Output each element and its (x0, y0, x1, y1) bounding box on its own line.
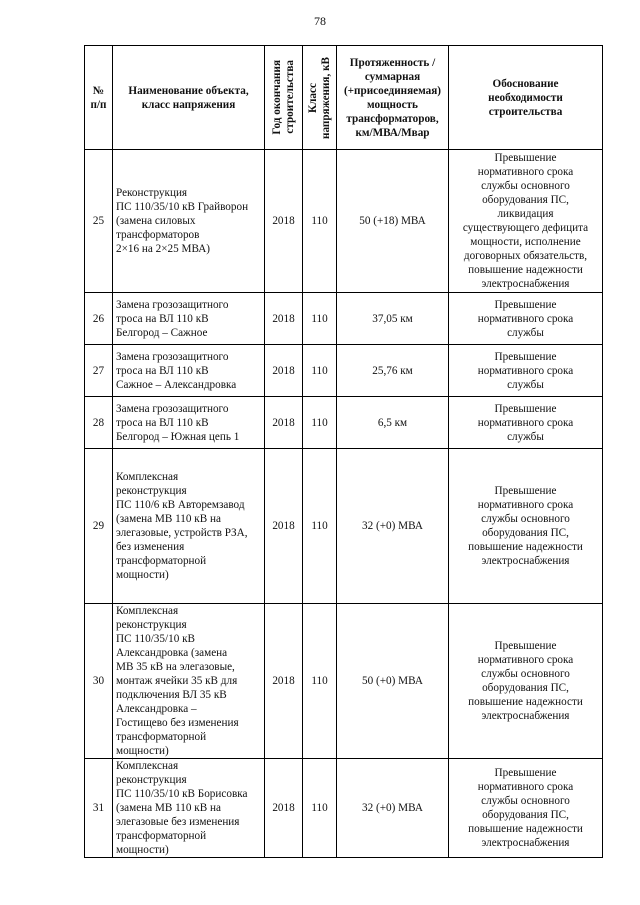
justification-cell: Превышение нормативного срока службы (449, 345, 603, 397)
row-number: 31 (85, 759, 113, 858)
voltage-class-cell: 110 (303, 604, 337, 759)
header-length-capacity: Протяженность / суммарная (+присоединяемая) мощность трансформаторов, км/МВА/Мвар (337, 46, 449, 150)
justification-cell: Превышение нормативного срока службы (449, 293, 603, 345)
object-name-cell: Комплексная реконструкция ПС 110/6 кВ Авторемзавод (замена МВ 110 кВ на элегазовые, устройств РЗА, без изменения трансформаторной мощности) (113, 449, 265, 604)
completion-year-cell: 2018 (265, 449, 303, 604)
object-name-cell: Замена грозозащитного троса на ВЛ 110 кВ Сажное – Александровка (113, 345, 265, 397)
completion-year-cell: 2018 (265, 397, 303, 449)
row-number: 26 (85, 293, 113, 345)
object-name-cell: Замена грозозащитного троса на ВЛ 110 кВ Белгород – Сажное (113, 293, 265, 345)
table-row (85, 345, 603, 397)
justification-cell: Превышение нормативного срока службы основного оборудования ПС, повышение надежности электроснабжения (449, 759, 603, 858)
justification-cell: Превышение нормативного срока службы (449, 397, 603, 449)
row-number: 30 (85, 604, 113, 759)
length-capacity-cell: 50 (+0) МВА (337, 604, 449, 759)
length-capacity-cell: 32 (+0) МВА (337, 449, 449, 604)
completion-year-cell: 2018 (265, 150, 303, 293)
table-row (85, 449, 603, 604)
justification-cell: Превышение нормативного срока службы основного оборудования ПС, повышение надежности электроснабжения (449, 604, 603, 759)
table-row (85, 397, 603, 449)
completion-year-cell: 2018 (265, 604, 303, 759)
justification-cell: Превышение нормативного срока службы основного оборудования ПС, ликвидация существующего дефицита мощности, исполнение договорных обязательств, повышение надежности электроснабжения (449, 150, 603, 293)
voltage-class-cell: 110 (303, 345, 337, 397)
object-name-cell: Комплексная реконструкция ПС 110/35/10 кВ Александровка (замена МВ 35 кВ на элегазовые, монтаж ячейки 35 кВ для подключения ВЛ 35 кВ Александровка – Гостищево без изменения трансформаторной мощности) (113, 604, 265, 759)
projects-table (84, 45, 603, 858)
page-number: 78 (314, 14, 326, 28)
header-object-name: Наименование объекта, класс напряжения (113, 46, 265, 150)
voltage-class-cell: 110 (303, 150, 337, 293)
header-justification: Обоснование необходимости строительства (449, 46, 603, 150)
row-number: 25 (85, 150, 113, 293)
length-capacity-cell: 6,5 км (337, 397, 449, 449)
header-completion-year: Год окончания строительства (265, 46, 303, 150)
header-voltage-class: Класс напряжения, кВ (303, 46, 337, 150)
length-capacity-cell: 25,76 км (337, 345, 449, 397)
table-header-row (85, 46, 603, 150)
voltage-class-cell: 110 (303, 449, 337, 604)
completion-year-cell: 2018 (265, 759, 303, 858)
completion-year-cell: 2018 (265, 345, 303, 397)
row-number: 28 (85, 397, 113, 449)
table-row (85, 293, 603, 345)
row-number: 29 (85, 449, 113, 604)
table-row (85, 759, 603, 858)
justification-cell: Превышение нормативного срока службы основного оборудования ПС, повышение надежности электроснабжения (449, 449, 603, 604)
length-capacity-cell: 50 (+18) МВА (337, 150, 449, 293)
header-number: № п/п (85, 46, 113, 150)
row-number: 27 (85, 345, 113, 397)
object-name-cell: Комплексная реконструкция ПС 110/35/10 кВ Борисовка (замена МВ 110 кВ на элегазовые без изменения трансформаторной мощности) (113, 759, 265, 858)
voltage-class-cell: 110 (303, 759, 337, 858)
completion-year-cell: 2018 (265, 293, 303, 345)
voltage-class-cell: 110 (303, 293, 337, 345)
table-row (85, 150, 603, 293)
length-capacity-cell: 32 (+0) МВА (337, 759, 449, 858)
table-row (85, 604, 603, 759)
voltage-class-cell: 110 (303, 397, 337, 449)
length-capacity-cell: 37,05 км (337, 293, 449, 345)
object-name-cell: Реконструкция ПС 110/35/10 кВ Грайворон (замена силовых трансформаторов 2×16 на 2×25 МВА) (113, 150, 265, 293)
object-name-cell: Замена грозозащитного троса на ВЛ 110 кВ Белгород – Южная цепь 1 (113, 397, 265, 449)
